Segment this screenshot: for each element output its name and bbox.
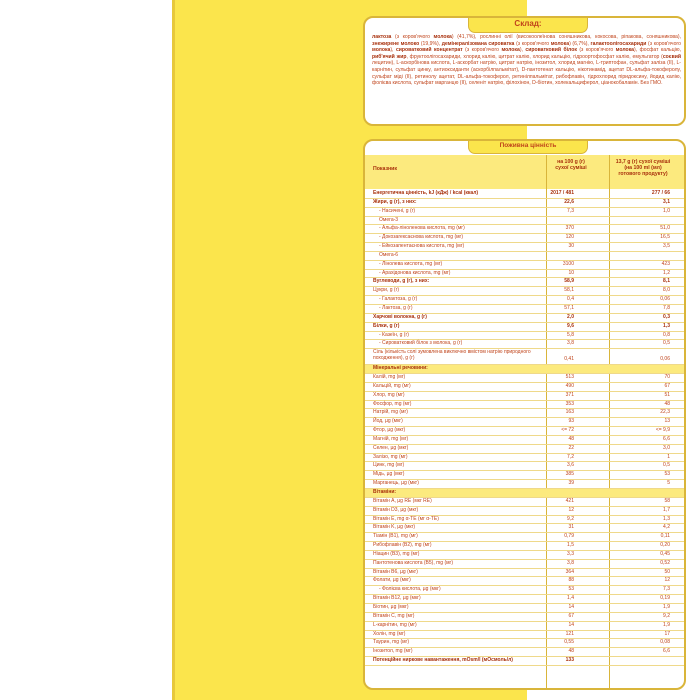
value-per-100g: 3,8 [567, 559, 574, 566]
ingredient-text: (з коров'ячого [646, 40, 681, 47]
value-per-serving: 0,8 [663, 331, 670, 338]
nutrient-name: Холін, mg (мг) [373, 630, 406, 637]
nutrition-row [365, 208, 684, 217]
nutrient-name: Вітаміни: [373, 489, 397, 495]
value-per-serving: 277 / 66 [651, 190, 670, 196]
nutrient-name: Мінеральні речовини: [373, 365, 428, 372]
value-per-serving: 0,45 [660, 550, 670, 557]
value-per-100g: 58,1 [564, 287, 574, 294]
nutrient-name: Селен, µg (мкг) [373, 444, 409, 451]
nutrition-row [365, 471, 684, 480]
ingredient-allergen: сироватковий концентрат [395, 47, 463, 54]
ingredient-allergen: молока [550, 40, 570, 47]
value-per-serving: 1,9 [663, 603, 670, 610]
value-per-serving: 0,19 [660, 595, 670, 602]
value-per-serving: 1,2 [663, 269, 670, 276]
nutrition-row [365, 261, 684, 270]
nutrient-name: Вуглеводи, g (г), з них: [373, 278, 430, 285]
nutrient-name: - Ейкозапентаєнова кислота, mg (мг) [379, 243, 465, 250]
ingredients-box [363, 16, 686, 126]
value-per-serving: 70 [664, 374, 670, 381]
nutrient-name: Ніацин (B3), mg (мг) [373, 550, 420, 557]
nutrient-name: Вітамін D3, µg (мкг) [373, 506, 419, 513]
ingredient-text: , фруктоолігосахариди, хлорид калію, цитрат калію, хлорид кальцію, гідроортофосфат калію, емульгатор ( [406, 53, 663, 60]
nutrition-row [365, 323, 684, 332]
value-per-serving: 0,06 [660, 356, 670, 363]
nutrition-row [365, 296, 684, 305]
value-per-100g: 93 [568, 418, 574, 425]
nutrient-name: Вітамін K, µg (мкг) [373, 524, 416, 531]
nutrition-row [365, 252, 684, 261]
ingredient-text: ), фосфат кальцію, [634, 47, 681, 54]
nutrient-name: Енергетична цінність, kJ (кДж) / kcal (ккал) [373, 190, 479, 196]
value-per-serving: 1 [667, 453, 670, 460]
nutrient-name: Магній, mg (мг) [373, 435, 409, 442]
nutrition-row [365, 613, 684, 622]
nutrient-name: - Арахідонова кислота, mg (мг) [379, 269, 451, 276]
value-per-serving: 6,6 [663, 435, 670, 442]
nutrient-name: Білки, g (г) [373, 322, 400, 329]
value-per-100g: 1,4 [567, 595, 574, 602]
nutrient-name: - Насичені, g (г) [379, 207, 416, 214]
ingredient-text: (з коров'ячого [514, 40, 551, 47]
nutrient-name: Залізо, mg (мг) [373, 453, 408, 460]
nutrition-row [365, 418, 684, 427]
nutrient-name: - Альфа-ліноленова кислота, mg (мг) [379, 225, 465, 232]
value-per-100g: 31 [568, 524, 574, 531]
nutrition-row [365, 498, 684, 507]
ingredient-allergen: молока [501, 47, 520, 54]
nutrient-name: Сіль (кількість солі зумовлена виключно вмістом натрію природного походження), g (г) [373, 349, 531, 362]
ingredient-text: (з коров'ячого [462, 47, 502, 54]
header-per-serving: 13,7 g (г) сухої суміші (на 100 ml (мл) готового продукту) [615, 159, 671, 177]
nutrition-row [365, 270, 684, 279]
value-per-100g: 14 [568, 603, 574, 610]
value-per-serving: 17 [664, 630, 670, 637]
nutrition-row [365, 243, 684, 252]
nutrition-table-body [365, 190, 684, 666]
value-per-100g: <= 72 [561, 427, 574, 434]
value-per-100g: 7,3 [567, 207, 574, 214]
nutrition-row [365, 524, 684, 533]
ingredient-allergen: знежирене молоко [372, 40, 420, 47]
value-per-100g: 120 [565, 234, 574, 241]
value-per-serving: 4,2 [663, 524, 670, 531]
value-per-serving: 22,3 [660, 409, 670, 416]
value-per-100g: 30 [568, 243, 574, 250]
value-per-100g: 48 [568, 648, 574, 655]
nutrition-row [365, 225, 684, 234]
nutrition-row [365, 427, 684, 436]
nutrition-row [365, 631, 684, 640]
nutrition-row [365, 190, 684, 199]
nutrient-name: Вітамін C, mg (мг) [373, 612, 415, 619]
ingredient-text: ), [390, 47, 396, 54]
value-per-serving: 67 [664, 382, 670, 389]
header-per-100g: на 100 g (г) сухої суміші [555, 159, 587, 171]
nutrition-row [365, 383, 684, 392]
nutrient-name: - Фолієва кислота, µg (мкг) [379, 586, 441, 593]
value-per-serving: 3,1 [663, 198, 670, 205]
nutrition-row [365, 462, 684, 471]
nutrition-row [365, 657, 684, 666]
nutrition-row [365, 287, 684, 296]
value-per-100g: 12 [568, 506, 574, 513]
value-per-serving: 0,20 [660, 542, 670, 549]
value-per-100g: 10 [568, 269, 574, 276]
value-per-100g: 163 [565, 409, 574, 416]
value-per-serving: 3,0 [663, 444, 670, 451]
nutrition-table-header [365, 155, 684, 189]
value-per-serving: 0,3 [663, 313, 670, 320]
value-per-100g: 9,2 [567, 515, 574, 522]
nutrition-row [365, 454, 684, 463]
ingredient-allergen: сироватковий білок [525, 47, 577, 54]
value-per-serving: 3,5 [663, 243, 670, 250]
nutrition-row [365, 199, 684, 208]
nutrition-row [365, 586, 684, 595]
nutrition-row [365, 278, 684, 287]
value-per-serving: 50 [664, 568, 670, 575]
nutrition-row [365, 392, 684, 401]
ingredient-allergen: молока [372, 47, 391, 54]
ingredient-text: ) (6,7%), [569, 40, 591, 47]
value-per-serving: 0,06 [660, 296, 670, 303]
value-per-100g: 513 [565, 374, 574, 381]
value-per-100g: 364 [565, 568, 574, 575]
nutrient-name: Тіамін (B1), mg (мг) [373, 533, 418, 540]
value-per-serving: 1,3 [663, 322, 670, 329]
ingredient-text: ) (41,7%), рослинні олії (високоолеїнова соняшникова, кокосова, ріпакова, соняшникова), [451, 34, 681, 40]
value-per-100g: 121 [565, 630, 574, 637]
value-per-serving: 12 [664, 577, 670, 584]
ingredient-allergen: демінералізована сироватка [441, 40, 515, 47]
ingredient-allergen: лактоза [372, 34, 392, 40]
nutrient-name: Омега-6 [379, 251, 399, 258]
ingredient-allergen: галактоолігосахариди [590, 40, 647, 47]
nutrition-row [365, 409, 684, 418]
value-per-serving: 1,3 [663, 515, 670, 522]
value-per-100g: 0,4 [567, 296, 574, 303]
value-per-serving: 48 [664, 400, 670, 407]
nutrition-row [365, 234, 684, 243]
value-per-100g: 0,79 [564, 533, 574, 540]
nutrition-row [365, 551, 684, 560]
nutrient-name: - Лінолева кислота, mg (мг) [379, 260, 443, 267]
value-per-serving: 1,9 [663, 621, 670, 628]
value-per-100g: 371 [565, 391, 574, 398]
value-per-serving: 6,6 [663, 648, 670, 655]
nutrition-row [365, 577, 684, 586]
nutrition-row [365, 639, 684, 648]
package-side-panel [175, 0, 681, 700]
value-per-100g: 88 [568, 577, 574, 584]
nutrient-name: Пантотенова кислота (B5), mg (мг) [373, 559, 454, 566]
value-per-100g: 2,0 [567, 313, 574, 320]
nutrient-name: Таурин, mg (мг) [373, 639, 410, 646]
section-header-row [365, 489, 684, 498]
value-per-100g: 58,9 [564, 278, 574, 285]
value-per-100g: 0,55 [564, 639, 574, 646]
nutrition-row [365, 595, 684, 604]
value-per-serving: 7,8 [663, 304, 670, 311]
value-per-100g: 22 [568, 444, 574, 451]
value-per-100g: 1,5 [567, 542, 574, 549]
nutrient-name: Вітамін B6, µg (мкг) [373, 568, 418, 575]
value-per-serving: 1,0 [663, 207, 670, 214]
nutrient-name: Цинк, mg (мг) [373, 462, 405, 469]
nutrient-name: Йод, µg (мкг) [373, 418, 403, 425]
nutrient-name: Жири, g (г), з них: [373, 198, 417, 205]
value-per-serving: 16,5 [660, 234, 670, 241]
value-per-100g: 0,41 [564, 356, 574, 363]
nutrition-row [365, 436, 684, 445]
value-per-serving: 13 [664, 418, 670, 425]
nutrition-row [365, 340, 684, 349]
value-per-100g: 57,1 [564, 304, 574, 311]
nutrient-name: Марганець, µg (мкг) [373, 480, 419, 487]
nutrition-box [363, 139, 686, 690]
value-per-100g: 53 [568, 586, 574, 593]
ingredient-allergen: риб'ячий жир [372, 53, 407, 60]
ingredient-text: (з коров'ячого [576, 47, 616, 54]
value-per-100g: 3,3 [567, 550, 574, 557]
value-per-serving: 0,52 [660, 559, 670, 566]
value-per-serving: <= 9,9 [655, 427, 670, 434]
nutrient-name: Вітамін A, µg RE (мкг RE) [373, 497, 432, 504]
nutrient-name: Біотин, µg (мкг) [373, 603, 409, 610]
value-per-serving: 423 [661, 260, 670, 267]
nutrient-name: Калій, mg (мг) [373, 374, 406, 381]
nutrient-name: Вітамін E, mg α-TE (мг α-TE) [373, 515, 439, 522]
nutrition-row [365, 516, 684, 525]
value-per-100g: 14 [568, 621, 574, 628]
value-per-serving: 51 [664, 391, 670, 398]
value-per-100g: 490 [565, 382, 574, 389]
value-per-100g: 9,6 [567, 322, 574, 329]
value-per-100g: 3,8 [567, 340, 574, 347]
ingredient-allergen: молока [433, 34, 452, 40]
nutrient-name: - Сироватковий білок з молока, g (г) [379, 340, 463, 347]
nutrient-name: Фосфор, mg (мг) [373, 400, 412, 407]
value-per-serving: 0,11 [660, 533, 670, 540]
value-per-serving: 5 [667, 480, 670, 487]
value-per-100g: 39 [568, 480, 574, 487]
nutrient-name: Інозитол, mg (мг) [373, 648, 413, 655]
value-per-100g: 3,6 [567, 462, 574, 469]
nutrition-row [365, 569, 684, 578]
nutrition-row [365, 604, 684, 613]
nutrient-name: Омега-3 [379, 216, 399, 223]
nutrient-name: Рибофлавін (B2), mg (мг) [373, 542, 432, 549]
nutrition-row [365, 648, 684, 657]
nutrient-name: - Лактоза, g (г) [379, 304, 413, 311]
nutrient-name: Вітамін B12, µg (мкг) [373, 595, 421, 602]
ingredient-allergen: соєвий [662, 53, 681, 60]
nutrition-row [365, 445, 684, 454]
header-indicator: Показник [373, 166, 397, 172]
nutrition-row [365, 217, 684, 226]
nutrient-name: Цукри, g (г) [373, 287, 400, 294]
ingredient-allergen: молока [615, 47, 635, 54]
nutrient-name: - Докозагексаєнова кислота, mg (мг) [379, 234, 464, 241]
nutrition-row [365, 622, 684, 631]
nutrient-name: Фтор, µg (мкг) [373, 427, 406, 434]
value-per-serving: 8,0 [663, 287, 670, 294]
nutrition-row [365, 480, 684, 489]
value-per-100g: 421 [565, 497, 574, 504]
nutrition-title: Поживна цінність [468, 140, 588, 154]
value-per-100g: 48 [568, 435, 574, 442]
value-per-serving: 51,0 [660, 225, 670, 232]
nutrient-name: Харчові волокна, g (г) [373, 313, 427, 320]
nutrition-row [365, 560, 684, 569]
value-per-100g: 370 [565, 225, 574, 232]
value-per-serving: 9,2 [663, 612, 670, 619]
value-per-serving: 1,7 [663, 506, 670, 513]
nutrition-row [365, 507, 684, 516]
nutrient-name: Кальцій, mg (мг) [373, 382, 411, 389]
nutrient-name: Фолати, µg (мкг) [373, 577, 411, 584]
ingredients-text [372, 34, 681, 87]
value-per-100g: 7,2 [567, 453, 574, 460]
ingredient-text: (з коров'ячого [391, 34, 434, 40]
nutrient-name: - Галактоза, g (г) [379, 296, 418, 303]
value-per-100g: 22,6 [564, 198, 574, 205]
value-per-100g: 3100 [562, 260, 574, 267]
nutrition-row [365, 314, 684, 323]
nutrition-row [365, 305, 684, 314]
value-per-serving: 0,08 [660, 639, 670, 646]
value-per-serving: 58 [664, 497, 670, 504]
nutrition-row [365, 374, 684, 383]
ingredient-text: лецитин), L-аскорбінова кислота, L-аскорбат натрію, цитрат натрію, інозитол, хлорид магнію, L-триптофан, сульфат заліза (II), L-карнітин, сульфат цинку, антиоксиданти (аскорбілпальмітат), D-пантотенат кальцію, нікотинамід, ацетат DL-альфа-токоферолу, сульфат міді (II), ретинолу ацетат, DL-альфа-токоферол, ретинілпальмітат, рибофлавін, гідрохлорид піридоксину, йодид калію, фолієва кислота, сульфат марганцю (II), селеніт натрію, філохінон, D-біотин, холекальциферол, ціанокобаламін. Без ГМО. [372, 60, 681, 87]
value-per-100g: 67 [568, 612, 574, 619]
nutrient-name: Хлор, mg (мг) [373, 391, 405, 398]
value-per-serving: 0,5 [663, 340, 670, 347]
value-per-100g: 5,8 [567, 331, 574, 338]
value-per-serving: 8,1 [663, 278, 670, 285]
nutrition-row [365, 401, 684, 410]
value-per-serving: 7,3 [663, 586, 670, 593]
nutrient-name: - Казеїн, g (г) [379, 331, 409, 338]
value-per-100g: 353 [565, 400, 574, 407]
nutrition-row [365, 542, 684, 551]
nutrient-name: Мідь, µg (мкг) [373, 471, 405, 478]
nutrient-name: L-карнітин, mg (мг) [373, 621, 417, 628]
nutrient-name: Натрій, mg (мг) [373, 409, 408, 416]
ingredient-text: ), [519, 47, 526, 54]
ingredients-title: Склад: [468, 17, 588, 33]
value-per-serving: 0,5 [663, 462, 670, 469]
section-header-row [365, 365, 684, 374]
value-per-100g: 133 [565, 657, 574, 664]
nutrition-row [365, 349, 684, 365]
ingredient-text: (19,9%), [419, 40, 442, 47]
value-per-serving: 53 [664, 471, 670, 478]
value-per-100g: 385 [565, 471, 574, 478]
nutrient-name: Потенційне ниркове навантаження, mOsm/l (мОсмоль/л) [373, 657, 513, 664]
nutrition-row [365, 533, 684, 542]
value-per-100g: 2017 / 481 [550, 190, 574, 196]
